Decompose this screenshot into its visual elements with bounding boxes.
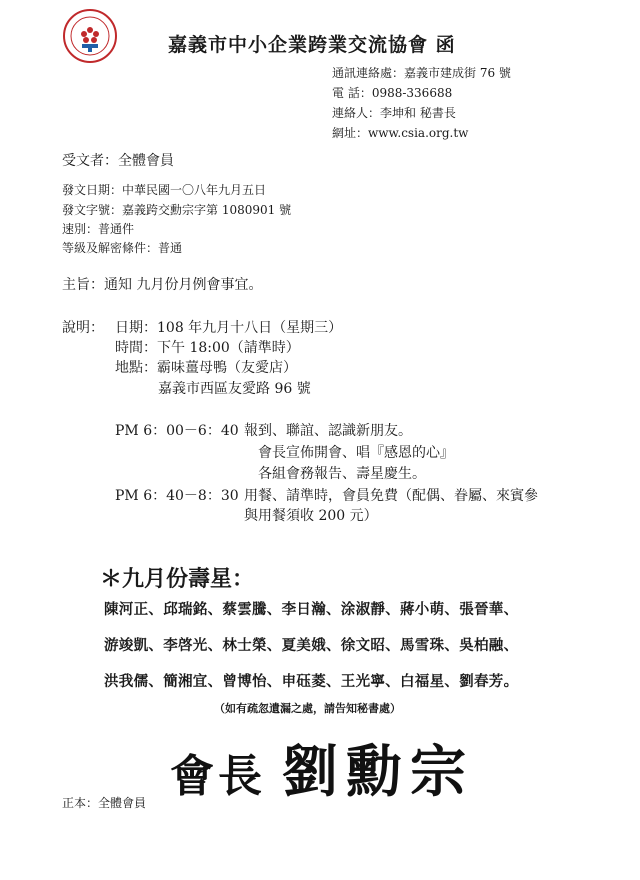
contact-person: 連絡人：李坤和 秘書長 bbox=[332, 106, 456, 120]
birthday-heading: ＊九月份壽星： bbox=[100, 567, 255, 592]
schedule-line: 與用餐須收 200 元） bbox=[244, 508, 378, 524]
classification: 等級及解密條件：普通 bbox=[62, 241, 183, 255]
organization-title: 嘉義市中小企業跨業交流協會 函 bbox=[168, 34, 456, 56]
schedule-line: 用餐、請準時，會員免費（配偶、眷屬、來賓參 bbox=[244, 488, 538, 504]
meeting-place: 地點：霸味薑母鴨（友愛店） bbox=[115, 360, 297, 376]
issue-date: 發文日期：中華民國一〇八年九月五日 bbox=[62, 183, 267, 197]
contact-website: 網址：www.csia.org.tw bbox=[332, 126, 469, 140]
president-signature bbox=[170, 728, 474, 808]
birthday-names-row: 游竣凱、李啓光、林士榮、夏美娥、徐文昭、馬雪珠、吳柏融、 bbox=[104, 638, 519, 654]
recipient: 受文者：全體會員 bbox=[62, 153, 174, 169]
meeting-time: 時間：下午 18:00（請準時） bbox=[115, 340, 300, 356]
subject: 主旨：通知 九月份月例會事宜。 bbox=[62, 277, 263, 293]
association-logo bbox=[62, 8, 118, 64]
signature-title: 會長 bbox=[170, 751, 266, 802]
contact-phone: 電 話：0988-336688 bbox=[332, 86, 453, 100]
birthday-names-row: 洪我儒、簡湘宜、曾博怡、申砡菱、王光寧、白福星、劉春芳。 bbox=[104, 674, 519, 690]
schedule-time: PM 6：40－8：30 bbox=[115, 488, 239, 504]
signature-name: 劉勳宗 bbox=[282, 739, 474, 805]
document-number: 發文字號：嘉義跨交勳宗字第 1080901 號 bbox=[62, 203, 292, 217]
explanation-label: 說明： bbox=[62, 320, 104, 336]
meeting-date: 日期：108 年九月十八日（星期三） bbox=[115, 320, 343, 336]
omission-note: （如有疏忽遺漏之處，請告知秘書處） bbox=[214, 702, 401, 715]
meeting-address: 嘉義市西區友愛路 96 號 bbox=[158, 381, 311, 397]
original-copy-to: 正本：全體會員 bbox=[62, 796, 147, 810]
birthday-names-row: 陳河正、邱瑞銘、蔡雲騰、李日瀚、涂淑靜、蔣小萌、張晉華、 bbox=[104, 602, 519, 618]
schedule-line: 各組會務報告、壽星慶生。 bbox=[258, 466, 426, 482]
schedule-line: 報到、聯誼、認識新朋友。 bbox=[244, 423, 412, 439]
schedule-time: PM 6：00－6：40 bbox=[115, 423, 239, 439]
schedule-line: 會長宣佈開會、唱『感恩的心』 bbox=[258, 445, 454, 461]
contact-address: 通訊連絡處：嘉義市建成街 76 號 bbox=[332, 66, 511, 80]
urgency: 速別：普通件 bbox=[62, 222, 135, 236]
